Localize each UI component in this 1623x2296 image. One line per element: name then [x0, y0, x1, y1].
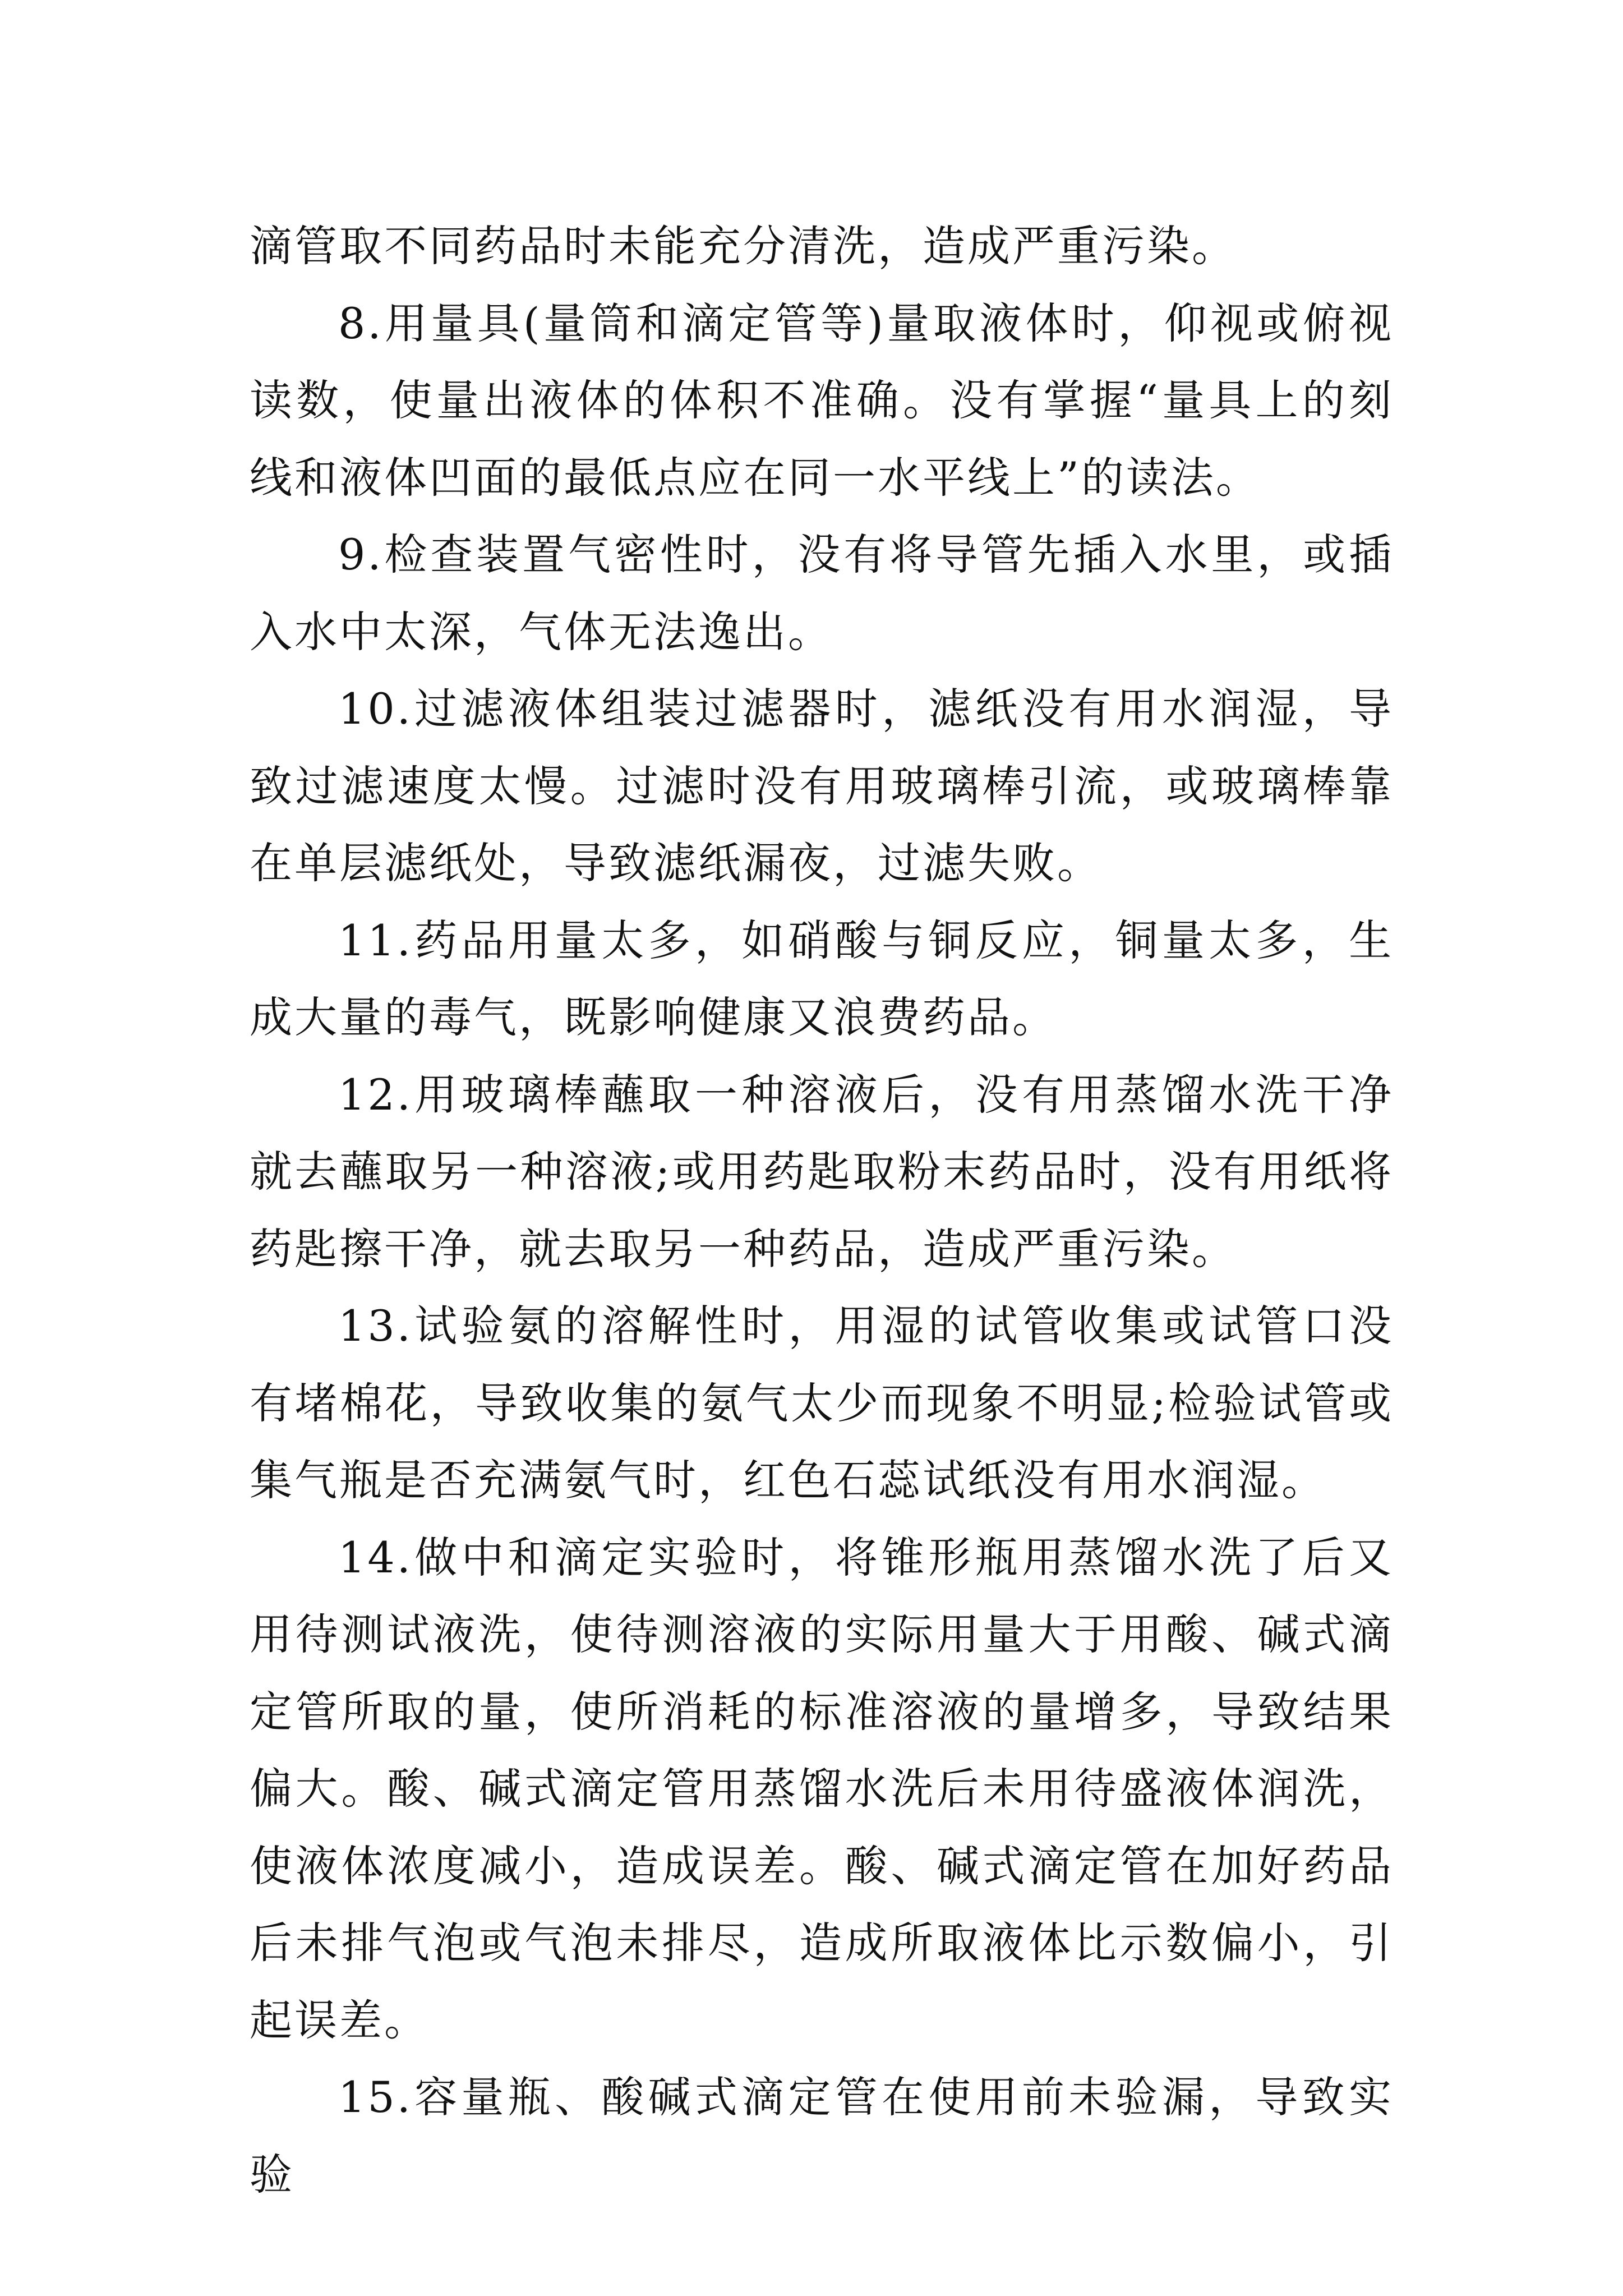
- paragraph-item-15: 15.容量瓶、酸碱式滴定管在使用前未验漏，导致实验: [250, 2072, 1394, 2200]
- paragraph-item-10: 10.过滤液体组装过滤器时，滤纸没有用水润湿，导致过滤速度太慢。过滤时没有用玻璃棒引流，或玻璃棒靠在单层滤纸处，导致滤纸漏夜，过滤失败。: [250, 684, 1394, 888]
- paragraph-item-9: 9.检查装置气密性时，没有将导管先插入水里，或插入水中太深，气体无法逸出。: [250, 530, 1394, 657]
- paragraph-item-13: 13.试验氨的溶解性时，用湿的试管收集或试管口没有堵棉花，导致收集的氨气太少而现象不明显;检验试管或集气瓶是否充满氨气时，红色石蕊试纸没有用水润湿。: [250, 1301, 1394, 1505]
- paragraph-item-11: 11.药品用量太多，如硝酸与铜反应，铜量太多，生成大量的毒气，既影响健康又浪费药品。: [250, 915, 1394, 1042]
- paragraph-item-12: 12.用玻璃棒蘸取一种溶液后，没有用蒸馏水洗干净就去蘸取另一种溶液;或用药匙取粉末药品时，没有用纸将药匙擦干净，就去取另一种药品，造成严重污染。: [250, 1069, 1394, 1274]
- paragraph-item-14: 14.做中和滴定实验时，将锥形瓶用蒸馏水洗了后又用待测试液洗，使待测溶液的实际用量大于用酸、碱式滴定管所取的量，使所消耗的标准溶液的量增多，导致结果偏大。酸、碱式滴定管用蒸馏水洗后未用待盛液体润洗，使液体浓度减小，造成误差。酸、碱式滴定管在加好药品后未排气泡或气泡未排尽，造成所取液体比示数偏小，引起误差。: [250, 1532, 1394, 2045]
- paragraph-item-8: 8.用量具(量筒和滴定管等)量取液体时，仰视或俯视读数，使量出液体的体积不准确。没有掌握“量具上的刻线和液体凹面的最低点应在同一水平线上”的读法。: [250, 298, 1394, 503]
- document-body: [250, 208, 1394, 2213]
- paragraph-continuation: 滴管取不同药品时未能充分清洗，造成严重污染。: [250, 221, 1237, 271]
